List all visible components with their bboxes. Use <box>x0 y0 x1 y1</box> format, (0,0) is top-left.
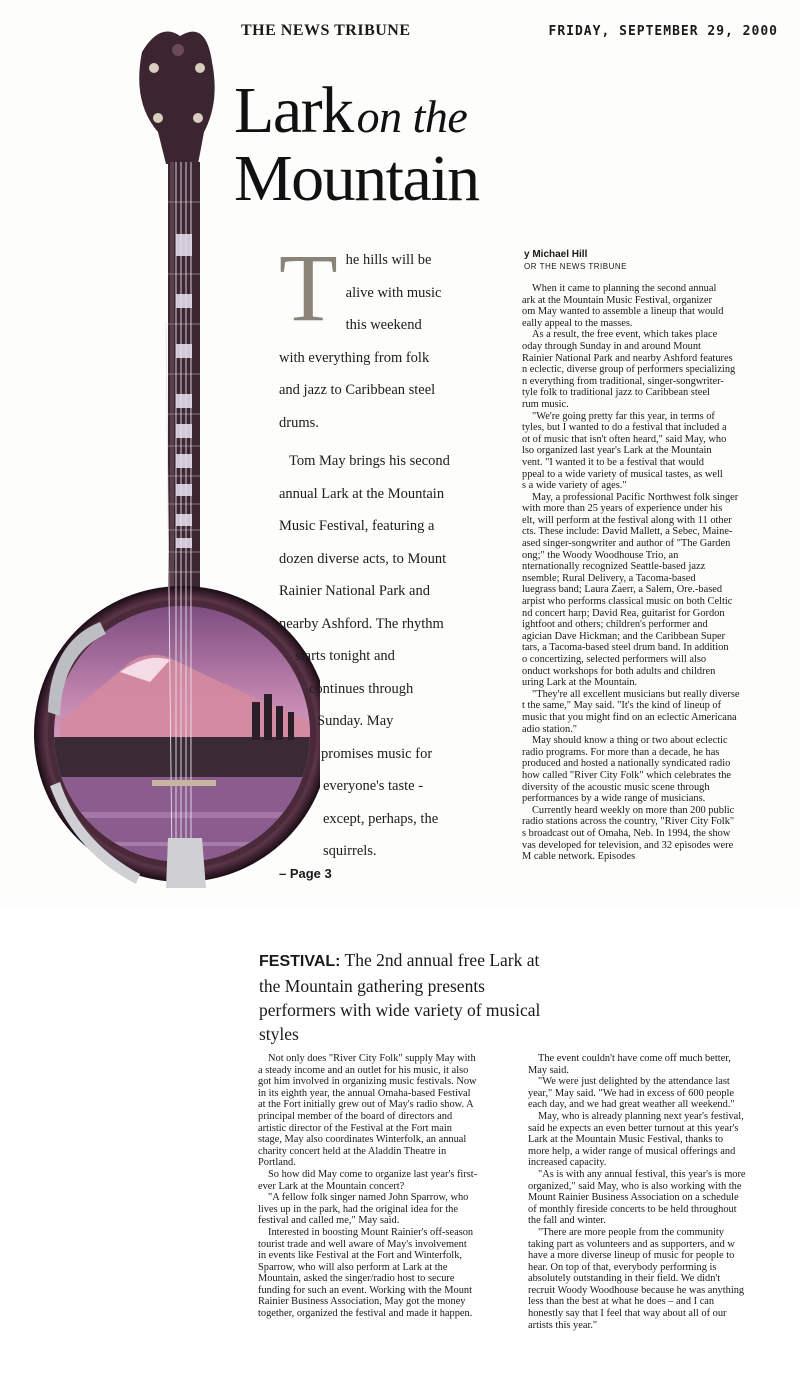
byline-credit: OR THE NEWS TRIBUNE <box>524 262 627 271</box>
article-line: rum music. <box>522 398 569 410</box>
article-line: absolutely outstanding in their field. We didn't <box>528 1273 721 1285</box>
article-paragraph <box>258 1053 520 1169</box>
article-line: Lark at the Mountain Music Festival, thanks to <box>528 1134 724 1146</box>
article-line: "They're all excellent musicians but really diverse <box>532 688 740 700</box>
article-line: eally appeal to the masses. <box>522 317 633 329</box>
article-line: lives up in the park, had the original idea for the <box>258 1203 458 1215</box>
article-line: om May wanted to assemble a lineup that would <box>522 306 724 318</box>
article-line: honestly say that I feel that way about all of our <box>528 1308 727 1320</box>
lede-line: drums. <box>279 414 319 431</box>
article-paragraph <box>522 735 787 805</box>
article-line: got him involved in organizing music festivals. Now <box>258 1076 477 1088</box>
banjo-peghead <box>139 32 214 164</box>
byline: y Michael Hill <box>524 249 588 260</box>
article-paragraph <box>258 1169 520 1192</box>
lede-line: promises music for <box>321 745 433 762</box>
article-paragraph <box>528 1053 790 1076</box>
article-line: Sparrow, who will also perform at Lark at the <box>258 1261 448 1273</box>
masthead: THE NEWS TRIBUNE <box>241 22 411 39</box>
article-paragraph <box>258 1192 520 1227</box>
article-line: stage, May also coordinates Winterfolk, an annual <box>258 1134 467 1146</box>
article-line: taking part as volunteers and as supporters, and w <box>528 1238 735 1250</box>
article-line: vas developed for television, and 32 episodes were <box>522 839 734 851</box>
article-line: festival and called me," May said. <box>258 1215 400 1227</box>
article-line: "As is with any annual festival, this year's is more <box>538 1168 746 1180</box>
article-line: performances by a wide range of musicians. <box>522 793 706 805</box>
lede-paragraph-2 <box>279 445 499 868</box>
article-line: luegrass band; Laura Zaerr, a Salem, Ore.-based <box>522 584 723 596</box>
article-line: more help, a wider range of musical offerings and <box>528 1145 736 1157</box>
article-line: Mountain, asked the singer/radio host to secure <box>258 1273 455 1285</box>
article-line: ased singer-songwriter and author of "The Garden <box>522 538 731 550</box>
lede-line: and jazz to Caribbean steel <box>279 382 436 398</box>
article-column-bottom-left <box>258 1053 520 1320</box>
banjo-neck <box>168 162 200 622</box>
article-paragraph <box>528 1169 790 1227</box>
lede-line: squirrels. <box>323 843 377 859</box>
article-paragraph <box>522 805 787 863</box>
article-line: When it came to planning the second annual <box>532 283 717 294</box>
article-line: "There are more people from the community <box>538 1226 725 1238</box>
article-line: vent. "I wanted it to be a festival that would <box>522 456 704 468</box>
article-paragraph <box>528 1227 790 1331</box>
article-line: in events like Festival at the Fort and Winterfolk, <box>258 1250 462 1262</box>
festival-subhead <box>259 948 549 1046</box>
article-line: oday through Sunday in and around Mount <box>522 340 701 352</box>
article-line: tyles, but I wanted to do a festival that included a <box>522 422 727 434</box>
article-line: ark at the Mountain Music Festival, organizer <box>522 294 712 306</box>
article-line: each day, and we had great weather all weekend." <box>528 1099 735 1111</box>
page-reference-link[interactable]: – Page 3 <box>279 866 332 881</box>
article-line: Not only does "River City Folk" supply May with <box>268 1053 476 1064</box>
article-line: with more than 25 years of experience under his <box>522 503 723 515</box>
article-line: n everything from traditional, singer-songwriter- <box>522 375 724 387</box>
article-line: ppeal to a wide variety of musical tastes, as well <box>522 468 723 480</box>
article-line: lso organized last year's Lark at the Mountain <box>522 445 712 457</box>
article-paragraph <box>528 1111 790 1169</box>
article-line: at the Fort initially grew out of May's radio show. A <box>258 1099 474 1111</box>
article-line: cts. These include: David Mallett, a Sebec, Maine- <box>522 526 733 538</box>
article-line: arpist who performs classical music on both Celtic <box>522 596 733 608</box>
article-line: So how did May come to organize last year's first- <box>268 1168 478 1180</box>
festival-kicker: FESTIVAL: <box>259 953 341 970</box>
article-line: music that you might find on an eclectic Americana <box>522 711 737 723</box>
lede-line: except, perhaps, the <box>323 810 439 827</box>
article-line: hear. On top of that, everybody performing is <box>528 1261 717 1273</box>
article-line: funding for such an event. Working with the Mount <box>258 1284 472 1296</box>
article-column-bottom-right <box>528 1053 790 1331</box>
lede <box>279 234 499 874</box>
article-line: o concertizing, selected performers will also <box>522 654 707 665</box>
article-line: the fall and winter. <box>528 1215 606 1227</box>
article-line: ot of music that isn't often heard," said May, who <box>522 433 727 445</box>
drop-cap: T <box>279 234 338 341</box>
lede-line: everyone's taste - <box>323 778 424 794</box>
lede-line: Rainier National Park and <box>279 583 430 599</box>
lede-line: annual Lark at the Mountain <box>279 485 445 502</box>
article-line: agician Dave Hickman; and the Caribbean Super <box>522 630 726 642</box>
article-line: Mount Rainier Business Association on a schedule <box>528 1192 739 1204</box>
lede-line: Sunday. May <box>317 713 394 729</box>
lede-line: Music Festival, featuring a <box>279 518 435 534</box>
article-line: how called "River City Folk" which celebrates the <box>522 769 732 781</box>
article-line: charity concert held at the Aladdin Theatre in <box>258 1145 447 1157</box>
article-line: said he expects an even better turnout at this year's <box>528 1122 739 1134</box>
article-paragraph <box>528 1076 790 1111</box>
headline-on-the: on the <box>356 91 468 142</box>
lede-line: dozen diverse acts, to Mount <box>279 550 447 567</box>
article-line: nternationally recognized Seattle-based jazz <box>522 561 706 573</box>
article-line: t the same," May said. "It's the kind of lineup of <box>522 700 722 712</box>
headline-lark: Lark <box>234 74 353 147</box>
article-line: nsemble; Rural Delivery, a Tacoma-based <box>522 572 696 584</box>
article-line: year," May said. "We had in excess of 600 people <box>528 1087 735 1099</box>
article-line: artists this year." <box>528 1319 598 1331</box>
headline <box>234 74 534 215</box>
article-line: radio programs. For more than a decade, he has <box>522 746 720 758</box>
article-paragraph <box>522 492 787 689</box>
article-line: onduct workshops for both adults and children <box>522 665 716 677</box>
lede-line: he hills will be <box>345 252 432 268</box>
lede-line: continues through <box>309 680 414 697</box>
article-line: have a more diverse lineup of music for people to <box>528 1250 735 1262</box>
dateline: FRIDAY, SEPTEMBER 29, 2000 <box>548 24 778 39</box>
article-line: May should know a thing or two about eclectic <box>532 735 728 747</box>
article-line: ong;" the Woody Woodhouse Trio, an <box>522 549 679 561</box>
article-line: ightfoot and others; children's performer and <box>522 619 708 631</box>
lede-line: starts tonight and <box>295 648 395 664</box>
article-line: together, organized the festival and made it happen. <box>258 1308 473 1320</box>
article-line: less than the best at what he does – and I can <box>528 1296 715 1308</box>
article-line: As a result, the free event, which takes place <box>532 329 718 341</box>
article-line: The event couldn't have come off much better, <box>538 1053 731 1064</box>
article-paragraph <box>522 329 787 410</box>
article-line: tars, a Tacoma-based steel drum band. In addition <box>522 642 729 654</box>
article-line: nd concert harp; David Rea, guitarist for Gordon <box>522 607 725 619</box>
article-line: organized," said May, who is also working with the <box>528 1180 742 1192</box>
lede-line: alive with music <box>345 284 442 301</box>
article-line: s broadcast out of Omaha, Neb. In 1994, the show <box>522 827 731 839</box>
article-line: "A fellow folk singer named John Sparrow, who <box>268 1192 469 1204</box>
article-line: "We're going pretty far this year, in terms of <box>532 410 715 422</box>
article-line: ever Lark at the Mountain concert? <box>258 1180 405 1192</box>
article-line: recruit Woody Woodhouse because he was anything <box>528 1284 745 1296</box>
headline-mountain: Mountain <box>234 142 479 215</box>
article-line: s a wide variety of ages." <box>522 480 627 492</box>
article-line: May, a professional Pacific Northwest folk singer <box>532 491 739 503</box>
article-line: of monthly fireside concerts to be held throughout <box>528 1203 737 1215</box>
article-line: tyle folk to traditional jazz to Caribbean steel <box>522 387 710 399</box>
article-line: a steady income and an outlet for his music, it also <box>258 1064 469 1076</box>
festival-subhead-text: The 2nd annual free Lark at the Mountain gathering presents performers with wide variety of musical styles <box>259 950 541 1044</box>
lede-line: Tom May brings his second <box>289 453 450 469</box>
article-line: adio station." <box>522 723 578 735</box>
article-line: Currently heard weekly on more than 200 public <box>532 804 735 816</box>
article-line: Interested in boosting Mount Rainier's off-season <box>268 1226 474 1238</box>
article-paragraph <box>522 689 787 735</box>
article-line: Rainier Business Association, May got the money <box>258 1296 466 1308</box>
article-column-right <box>522 283 787 897</box>
article-line: in its eighth year, the annual Omaha-based Festival <box>258 1087 471 1099</box>
article-line: radio stations across the country, "River City Folk" <box>522 816 735 828</box>
lede-line: this weekend <box>345 317 422 333</box>
article-line: n eclectic, diverse group of performers specializing <box>522 364 736 376</box>
article-line: principal member of the board of directors and <box>258 1110 453 1122</box>
article-line: produced and hosted a nationally syndicated radio <box>522 758 731 770</box>
article-line: May, who is already planning next year's festival, <box>538 1110 744 1122</box>
article-line: uring Lark at the Mountain. <box>522 677 638 689</box>
article-paragraph <box>522 283 787 329</box>
article-line: artistic director of the Festival at the Fort main <box>258 1122 452 1134</box>
article-line: Rainier National Park and nearby Ashford features <box>522 352 733 364</box>
article-line: tourist trade and well aware of May's involvement <box>258 1238 467 1250</box>
article-line: diversity of the acoustic music scene through <box>522 781 710 793</box>
lede-line: nearby Ashford. The rhythm <box>279 615 444 632</box>
article-line: increased capacity. <box>528 1157 607 1169</box>
article-line: M cable network. Episodes <box>522 851 636 863</box>
article-paragraph <box>258 1227 520 1320</box>
article-line: "We were just delighted by the attendance last <box>538 1076 730 1088</box>
article-line: May said. <box>528 1064 569 1076</box>
lede-line: with everything from folk <box>279 349 430 366</box>
article-line: elt, will perform at the festival along with 11 other <box>522 514 732 526</box>
article-paragraph <box>522 411 787 492</box>
article-line: Portland. <box>258 1157 296 1169</box>
